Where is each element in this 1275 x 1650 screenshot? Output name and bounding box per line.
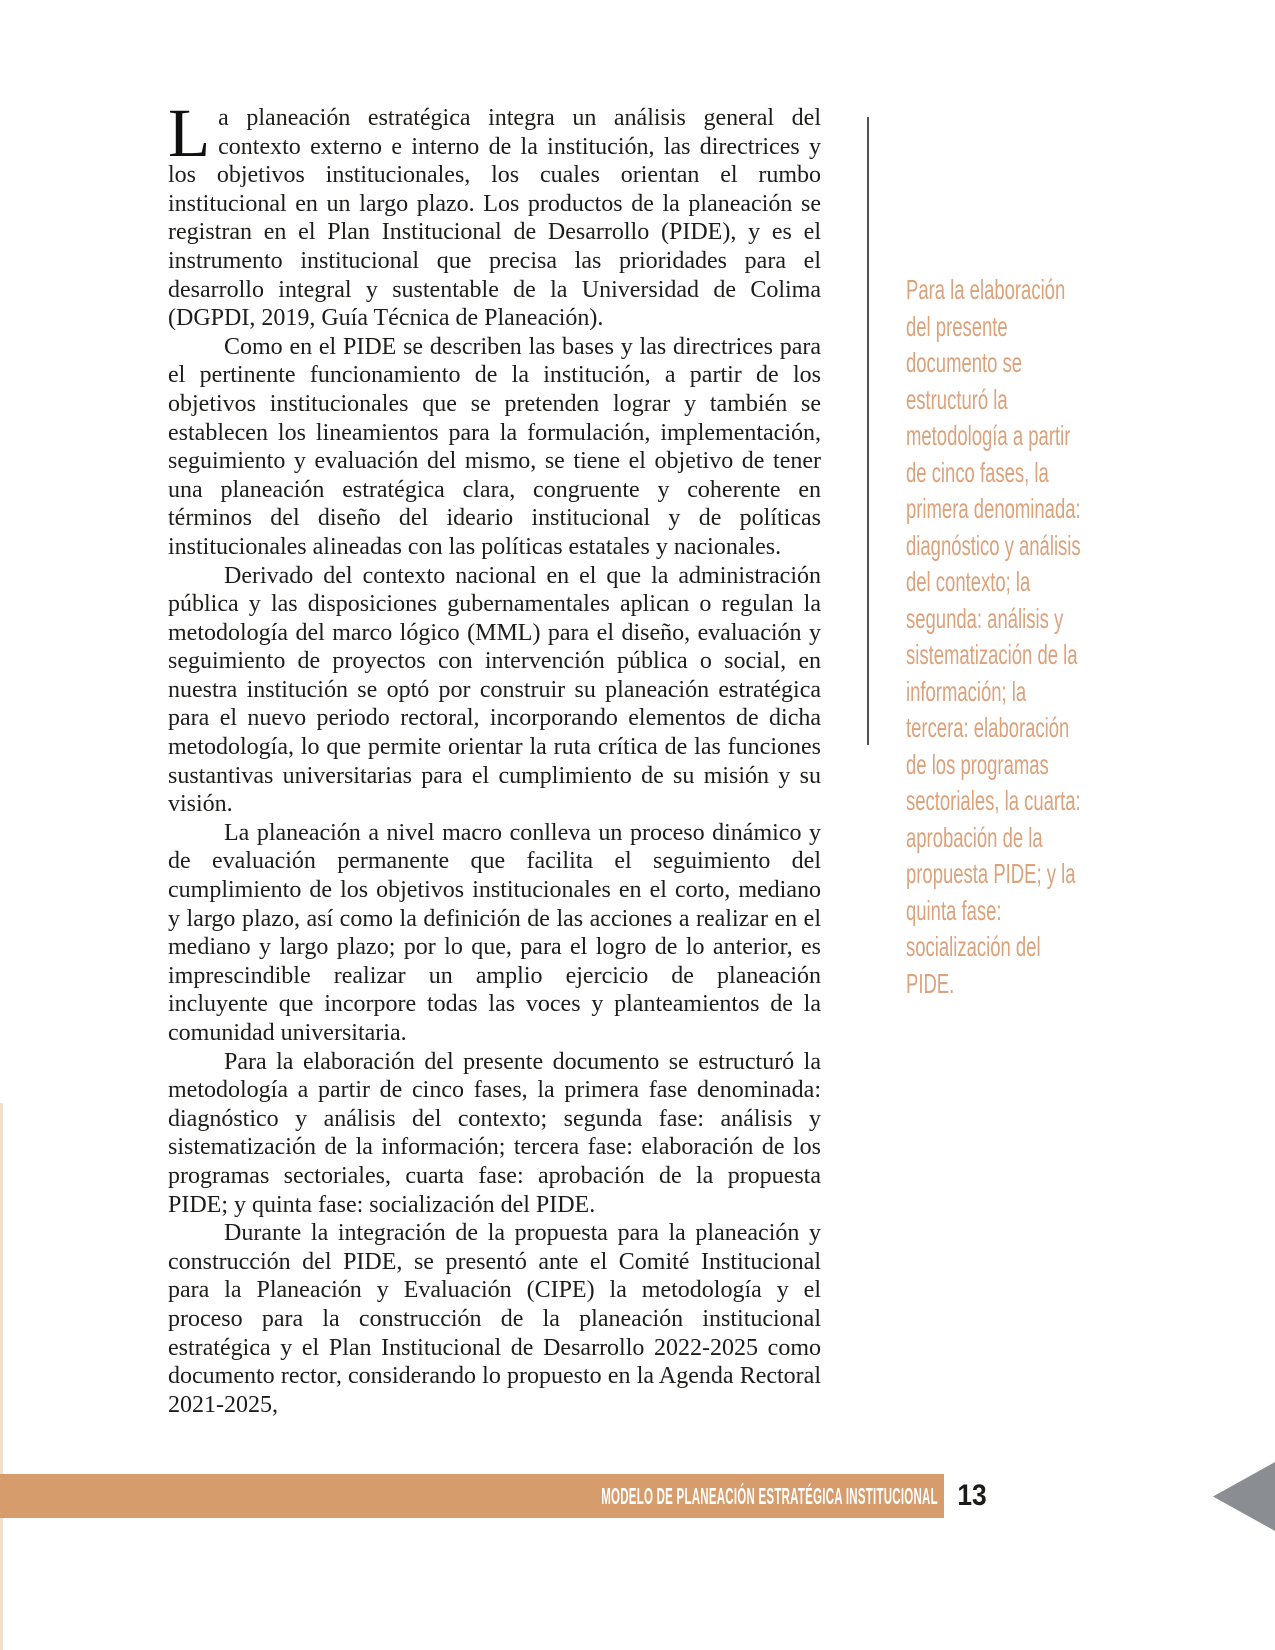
left-edge-strip	[0, 1103, 3, 1650]
footer-title: MODELO DE PLANEACIÓN ESTRATÉGICA INSTITUCIONAL	[600, 1483, 938, 1509]
body-paragraph: Derivado del contexto nacional en el que la administración pública y las disposiciones gubernamentales aplican o regulan la metodología del marco lógico (MML) para el diseño, evaluación y seguimiento de proyectos con intervención pública o social, en nuestra institución se optó por construir su planeación estratégica para el nuevo periodo rectoral, incorporando elementos de dicha metodología, lo que permite orientar la ruta crítica de las funciones sustantivas universitarias para el cumplimiento de su misión y su visión.	[168, 562, 821, 818]
page-number: 13	[957, 1479, 987, 1512]
footer-bar	[0, 1474, 944, 1518]
body-paragraph: Como en el PIDE se describen las bases y las directrices para el pertinente funcionamiento de la institución, a partir de los objetivos institucionales que se pretenden lograr y también se establecen los lineamientos para la formulación, implementación, seguimiento y evaluación del mismo, se tiene el objetivo de tener una planeación estratégica clara, congruente y coherente en términos del diseño del ideario institucional y de políticas institucionales alineadas con las políticas estatales y nacionales.	[168, 333, 821, 560]
drop-cap: L	[168, 95, 211, 171]
body-paragraph-lead	[168, 95, 821, 333]
corner-triangle-icon	[1213, 1462, 1275, 1531]
main-text-column	[168, 95, 821, 1419]
lead-paragraph-text: a planeación estratégica integra un análisis general del contexto externo e interno de la institución, las directrices y los objetivos institucionales, los cuales orientan el rumbo institucional en un largo plazo. Los productos de la planeación se registran en el Plan Institucional de Desarrollo (PIDE), y es el instrumento institucional que precisa las prioridades para el desarrollo integral y sustentable de la Universidad de Colima (DGPDI, 2019, Guía Técnica de Planeación).	[168, 105, 821, 332]
pull-quote: Para la elaboración del presente documento se estructuró la metodología a partir de cinco fases, la primera denominada: diagnóstico y análisis del contexto; la segunda: análisis y sistematización de la información; la tercera: elaboración de los programas sectoriales, la cuarta: aprobación de la propuesta PIDE; y la quinta fase: socialización del PIDE.	[906, 274, 1081, 999]
body-paragraph: Durante la integración de la propuesta para la planeación y construcción del PIDE, se presentó ante el Comité Institucional para la Planeación y Evaluación (CIPE) la metodología y el proceso para la construcción de la planeación institucional estratégica y el Plan Institucional de Desarrollo 2022-2025 como documento rector, considerando lo propuesto en la Agenda Rectoral 2021-2025,	[168, 1220, 821, 1418]
body-paragraph: La planeación a nivel macro conlleva un proceso dinámico y de evaluación permanente que facilita el seguimiento del cumplimiento de los objetivos institucionales en el corto, mediano y largo plazo, así como la definición de las acciones a realizar en el mediano y largo plazo; por lo que, para el logro de lo anterior, es imprescindible realizar un amplio ejercicio de planeación incluyente que incorpore todas las voces y planteamientos de la comunidad universitaria.	[168, 819, 821, 1046]
column-divider-line	[867, 117, 869, 745]
body-paragraph: Para la elaboración del presente documento se estructuró la metodología a partir de cinco fases, la primera fase denominada: diagnóstico y análisis del contexto; segunda fase: análisis y sistematización de la información; tercera fase: elaboración de los programas sectoriales, cuarta fase: aprobación de la propuesta PIDE; y quinta fase: socialización del PIDE.	[168, 1048, 821, 1218]
